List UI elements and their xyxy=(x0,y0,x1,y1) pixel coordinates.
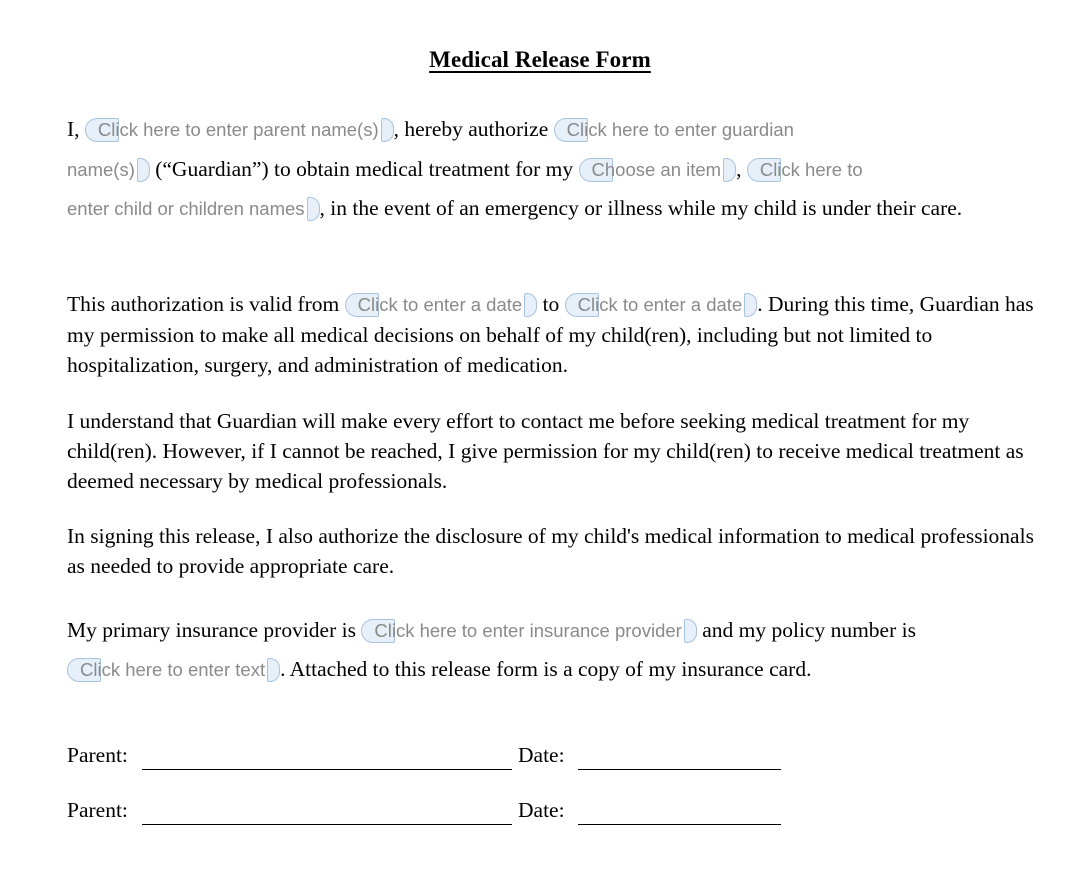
p1-text-4: , xyxy=(736,156,742,181)
content-control-close-handle xyxy=(744,293,757,317)
signature-row-1 xyxy=(67,743,867,773)
insurance-paragraph xyxy=(67,611,1052,689)
children-names-placeholder: Click here to xyxy=(759,158,863,180)
content-control-close-handle xyxy=(307,197,320,221)
insurance-provider-field[interactable] xyxy=(361,620,696,641)
p5-text-1: My primary insurance provider is xyxy=(67,618,356,642)
parent-label: Parent: xyxy=(67,798,128,822)
contact-paragraph: I understand that Guardian will make every effort to contact me before seeking medical treatment for my child(ren). However, if I cannot be reached, I give permission for my child(ren) to receive medical treatment as deemed necessary by medical professionals. xyxy=(67,409,1024,493)
content-control-close-handle xyxy=(524,293,537,317)
date-from-field[interactable] xyxy=(345,294,538,315)
parent-name-placeholder: Click here to enter parent name(s) xyxy=(97,119,379,140)
date-to-placeholder: Click to enter a date xyxy=(577,294,743,315)
parent-label: Parent: xyxy=(67,743,128,767)
date-label: Date: xyxy=(518,743,565,767)
p1-text-2: , hereby authorize xyxy=(393,117,549,141)
parent-signature-line[interactable] xyxy=(142,769,512,770)
content-control-close-handle xyxy=(684,619,697,643)
validity-paragraph xyxy=(67,289,1052,380)
guardian-name-placeholder-continued: name(s) xyxy=(67,158,135,180)
form-title: Medical Release Form xyxy=(429,47,651,72)
authorization-paragraph xyxy=(67,110,1052,229)
guardian-name-field[interactable] xyxy=(554,119,794,140)
p2-text-2: to xyxy=(542,292,560,316)
date-signature-line[interactable] xyxy=(578,769,781,770)
signature-row-2 xyxy=(67,798,867,828)
p2-text-3: . During this time, Guardian has my permission to make all medical decisions on behalf of my child(ren), including but not limited to hospitalization, surgery, and administration of medication. xyxy=(67,292,1034,377)
children-names-field[interactable] xyxy=(747,159,863,180)
disclosure-paragraph: In signing this release, I also authorize the disclosure of my child's medical information to medical professionals as needed to provide appropriate care. xyxy=(67,524,1034,578)
insurance-provider-placeholder: Click here to enter insurance provider xyxy=(374,620,682,641)
p1-text-1: I, xyxy=(67,117,80,141)
guardian-name-placeholder: Click here to enter guardian xyxy=(566,119,794,140)
p5-text-2: and my policy number is xyxy=(702,618,916,642)
p1-text-3: (“Guardian”) to obtain medical treatment for my xyxy=(149,156,574,181)
choose-item-placeholder: Choose an item xyxy=(591,158,722,180)
content-control-close-handle xyxy=(267,658,280,682)
date-label: Date: xyxy=(518,798,565,822)
policy-number-placeholder: Click here to enter text xyxy=(80,659,266,680)
p1-text-5: , in the event of an emergency or illness while my child is under their care. xyxy=(319,196,963,220)
content-control-close-handle xyxy=(723,158,736,182)
children-names-field-continued[interactable] xyxy=(67,198,320,219)
date-from-placeholder: Click to enter a date xyxy=(357,294,523,315)
content-control-close-handle xyxy=(137,158,150,182)
choose-item-dropdown[interactable] xyxy=(579,159,737,180)
guardian-name-field-continued[interactable] xyxy=(67,159,150,180)
parent-name-field[interactable] xyxy=(85,119,394,140)
date-signature-line[interactable] xyxy=(578,824,781,825)
children-names-placeholder-continued: enter child or children names xyxy=(67,198,305,219)
p5-text-3: . Attached to this release form is a copy of my insurance card. xyxy=(280,657,812,681)
content-control-close-handle xyxy=(381,118,394,142)
policy-number-field[interactable] xyxy=(67,659,280,680)
p2-text-1: This authorization is valid from xyxy=(67,292,340,316)
date-to-field[interactable] xyxy=(565,294,758,315)
parent-signature-line[interactable] xyxy=(142,824,512,825)
